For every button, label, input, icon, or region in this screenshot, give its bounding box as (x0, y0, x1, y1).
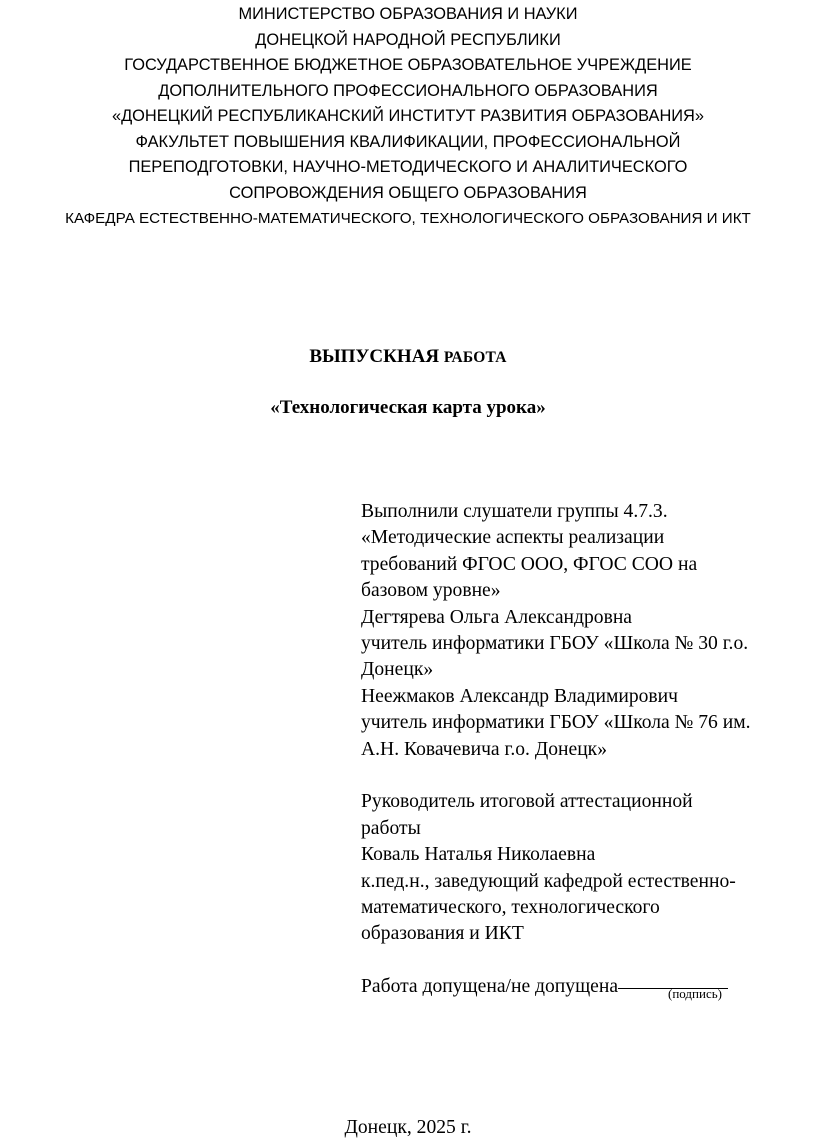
supervisor-line: Руководитель итоговой аттестационной (361, 791, 693, 813)
title-part-1: ВЫПУСКНАЯ (309, 346, 440, 367)
supervisor-line: математического, технологического (361, 897, 660, 919)
authors-line: Выполнили слушатели группы 4.7.3. (361, 501, 668, 522)
info-block (361, 499, 801, 1001)
supervisor-line: образования и ИКТ (361, 923, 524, 945)
authors-line: учитель информатики ГБОУ «Школа № 30 г.о. (361, 633, 749, 655)
header-line: СОПРОВОЖДЕНИЯ ОБЩЕГО ОБРАЗОВАНИЯ (229, 183, 587, 202)
supervisor-line: к.пед.н., заведующий кафедрой естественно- (361, 870, 736, 892)
authors-line: требований ФГОС ООО, ФГОС СОО на (361, 553, 698, 575)
approval-text: Работа допущена/не допущена (361, 976, 619, 998)
header-line: ГОСУДАРСТВЕННОЕ БЮДЖЕТНОЕ ОБРАЗОВАТЕЛЬНОЕ УЧРЕЖДЕНИЕ (124, 56, 692, 74)
city-year: Донецк, 2025 г. (344, 1117, 472, 1138)
spacer (361, 948, 801, 974)
header-line: ФАКУЛЬТЕТ ПОВЫШЕНИЯ КВАЛИФИКАЦИИ, ПРОФЕССИОНАЛЬНОЙ (135, 132, 681, 151)
header-line: ДОПОЛНИТЕЛЬНОГО ПРОФЕССИОНАЛЬНОГО ОБРАЗОВАНИЯ (158, 81, 658, 100)
header-line: «ДОНЕЦКИЙ РЕСПУБЛИКАНСКИЙ ИНСТИТУТ РАЗВИТИЯ ОБРАЗОВАНИЯ» (111, 107, 705, 125)
authors-line: учитель информатики ГБОУ «Школа № 76 им. (361, 712, 751, 734)
supervisor-line: Коваль Наталья Николаевна (361, 844, 596, 866)
supervisor-line: работы (361, 817, 421, 839)
title-part-2: РАБОТА (443, 349, 507, 366)
institution-header (0, 2, 816, 232)
authors-line: Донецк» (361, 659, 434, 681)
authors-line: «Методические аспекты реализации (361, 527, 665, 549)
spacer (361, 763, 801, 789)
authors-line: Дегтярева Ольга Александровна (361, 606, 633, 628)
header-line: ПЕРЕПОДГОТОВКИ, НАУЧНО-МЕТОДИЧЕСКОГО И АНАЛИТИЧЕСКОГО (128, 158, 688, 176)
header-line: ДОНЕЦКОЙ НАРОДНОЙ РЕСПУБЛИКИ (255, 30, 561, 49)
authors-line: А.Н. Ковачевича г.о. Донецк» (361, 738, 607, 760)
header-line: МИНИСТЕРСТВО ОБРАЗОВАНИЯ И НАУКИ (238, 5, 578, 23)
document-title (0, 346, 816, 368)
approval-line (361, 974, 801, 1000)
authors-line: базовом уровне» (361, 580, 501, 602)
authors-line: Неежмаков Александр Владимирович (361, 685, 679, 707)
signature-caption: (подпись) (668, 986, 722, 1001)
department-line: КАФЕДРА ЕСТЕСТВЕННО-МАТЕМАТИЧЕСКОГО, ТЕХНОЛОГИЧЕСКОГО ОБРАЗОВАНИЯ И ИКТ (65, 210, 751, 227)
document-subtitle: «Технологическая карта урока» (270, 397, 546, 418)
